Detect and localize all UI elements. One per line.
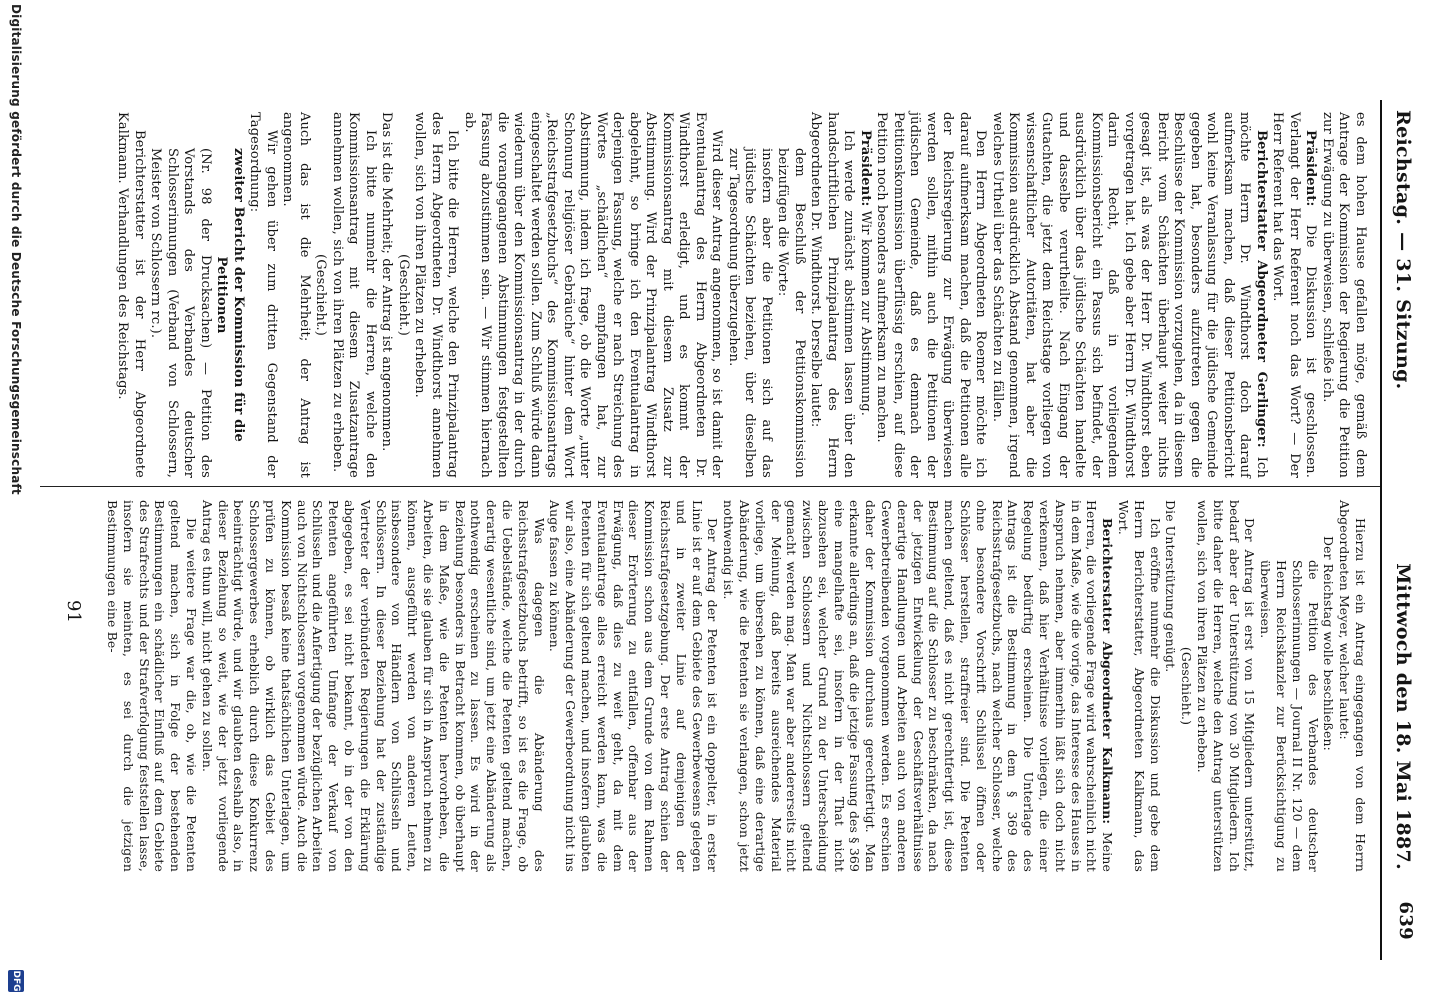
footer-credit: Digitalisierung gefördert durch die Deutsche Forschungsgemeinschaft: [9, 4, 23, 495]
paragraph: [1269, 112, 1319, 478]
paragraph-text: Ich möchte Herrn Dr. Windthorst doch darauf aufmerksam machen, daß dieser Petitionsbericht wohl keine Veranlassung für die jüdische Gemeinde gegeben hat, besonders aufzutreten gegen die Beschlüsse der Kommission vorzugehen, da in diesem Bericht vom Schächten überhaupt weiter nichts gesagt ist, als was der Herr Dr. Windthorst eben vorgetragen hat. Ich gebe aber Herrn Dr. Windthorst darin Recht, daß in vorliegendem Kommissionsbericht ein Passus sich befindet, der ausdrücklich über das jüdische Schächten handelte und dasselbe verurtheilte. Nach Eingang der Gutachten, die jetzt dem Reichstage vorliegen von wissenschaftlicher Autoritäten, hat aber die Kommission ausdrücklich Abstand genommen, irgend welches Urtheil über das Schächten zu fällen.: [990, 112, 1269, 478]
paragraph-text: zweiter Bericht der Kommission für die Petitionen: [214, 148, 246, 442]
paragraph-text: (Nr. 98 der Drucksachen) — Petition des Vorstands des Verbandes deutscher Schlosserinnungen (Verband von Schlossern, Meister von Schlossern rc.).: [148, 148, 213, 478]
paragraph: [395, 112, 412, 478]
paragraph-text: Wir kommen zur Abstimmung.: [858, 206, 873, 416]
paragraph: [1319, 112, 1369, 478]
speaker-name: Berichterstatter Abgeordneter Kalkmann:: [1100, 518, 1116, 825]
paragraph: [213, 112, 246, 478]
header-title-left: Reichstag. — 31. Sitzung.: [1392, 110, 1414, 390]
paragraph-text: Hierzu ist ein Antrag eingegangen von dem Herrn Abgeordneten Meyer, welcher lautet:: [1337, 500, 1368, 872]
paragraph: [725, 112, 775, 478]
paragraph-text: Die Diskussion ist geschlossen. Verlangt der Herr Referent noch das Wort? — Der Herr Referent hat das Wort.: [1270, 112, 1319, 478]
paragraph: [1163, 500, 1179, 872]
paragraph-text: Der Antrag ist erst von 15 Mitgliedern unterstützt, bedarf aber der Unterstützung von 30 Mitgliedern. Ich bitte daher die Herren, welche den Antrag unterstützen wollen, sich von ihren Plätzen zu erheben.: [1195, 500, 1258, 872]
digitization-footer: [6, 0, 24, 1000]
paragraph: [329, 112, 379, 478]
paragraph: [547, 500, 721, 872]
paragraph-text: Wird dieser Antrag angenommen, so ist damit der Eventualantrag des Herrn Abgeordneten Dr. Windthorst erledigt, und es kommt der Kommissionsantrag mit diesem Zusatz zur Abstimmung. Wird der Prinzipalantrag Windthorst abgelehnt, so bringe ich den Eventualantrag in derjenigen Fassung, welche er nach Streichung des Wortes „schädlichen“ empfangen hat, zur Abstimmung, indem ich frage, ob die Worte „unter Schonung religiöser Gebräuche“ hinter dem Wort „Reichsstrafgesetzbuchs“ des Kommissionsantrags eingeschaltet werden sollen. Zum Schluß würde dann wiederum über den Kommissionsantrag in der durch die vorangegangenen Abstimmungen festgestellten Fassung abzustimmen sein. — Wir stimmen hiernach ab.: [462, 112, 725, 478]
speaker-name: Präsident:: [858, 130, 873, 207]
paragraph-text: Der Antrag der Petenten ist ein doppelter, in erster Linie ist er auf dem Gebiete des Gewerbewesens gelegen und in zweiter Linie auf demjenigen der Reichsstrafgesetzgebung. Der erste Antrag schien der Kommission schon aus dem Grunde von dem Rahmen dieser Erörterung zu entfallen, offenbar aus der Erwägung, daß dies zu weit geht, da mit dem Eventualantrage alles erreicht werden kann, was die Petenten für sich geltend machen, und insofern glaubten wir also, eine Abänderung der Gewerbeordnung nicht ins Auge fassen zu können.: [547, 500, 721, 872]
paragraph-text: Ich bitte die Herren, welche den Prinzipalantrag des Herrn Abgeordneten Dr. Windthorst annehmen wollen, sich von ihren Plätzen zu erheben.: [412, 112, 461, 478]
paragraph-text: insofern aber die Petitionen sich auf das jüdische Schächten beziehen, über dieselben zur Tagesordnung überzugehen.: [726, 148, 774, 478]
paragraph-text: Die Unterstützung genügt.: [1163, 500, 1179, 673]
paragraph: [774, 112, 807, 478]
paragraph-text: Ich bitte nunmehr die Herren, welche den Kommissionsantrag mit diesem Zusatzantrage annehmen wollen, sich von ihren Plätzen zu erheben.: [330, 112, 378, 478]
paragraph-text: Was dagegen die Abänderung des Reichsstrafgesetzbuchs betrifft, so ist es die Frage, ob die Uebelstände, welche die Petenten geltend machen, derartig wesentliche sind, um jetzt eine Abänderung als nothwendig erscheinen zu lassen. Es wird in der Beziehung besonders in Betracht kommen, ob überhaupt in dem Maße, wie die Petenten hervorheben, die Arbeiten, die sie glauben für sich in Anspruch nehmen zu können, ausgeführt werden von anderen Leuten, insbesondere von Händlern von Schlüsseln und Schlössern. In dieser Beziehung hat der zuständige Vertreter der verbündeten Regierungen die Erklärung abgegeben, es sei nicht bekannt, ob in der von den Petenten angeführten Umfange der Verkauf von Schlüsseln und die Anfertigung der bezüglichen Arbeiten auch von Nichtschlossern vorgenommen würde. Auch die Kommission besaß keine thatsächlichen Unterlagen, um prüfen zu können, ob wirklich das Gebiet des Schlossergewerbes erheblich durch diese Konkurrenz beeinträchtigt würde, und wir glaubten deshalb also, in dieser Beziehung so weit, wie der jetzt vorliegende Antrag es thun will, nicht gehen zu sollen.: [199, 500, 547, 872]
right-column: [104, 500, 1368, 872]
paragraph-text: es dem hohen Hause gefallen möge, gemäß dem Antrage der Kommission der Regierung die Petition zur Erwägung zu überweisen, schließe ich.: [1320, 112, 1368, 478]
paragraph: [1178, 500, 1194, 872]
paragraph-text: Die weitere Frage war die, ob, wie die Petenten geltend machen, sich in Folge der bestehenden Bestimmungen ein schädlicher Einfluß auf dem Gebiete des Strafrechts und der Strafverfolgung feststellen lasse, insofern sie meinten, es sei durch die jetzigen Bestimmungen eine Be-: [105, 500, 200, 872]
paragraph-text: Meine Herren, die vorliegende Frage wird wahrscheinlich nicht in dem Maße, wie die vorige, das Interesse des Hauses in Anspruch nehmen, aber immerhin läßt sich doch nicht verkennen, daß hier Verhältnisse vorliegen, die einer Regelung bedürftig erscheinen. Die Unterlage des Antrags ist die Bestimmung in dem § 369 des Reichsstrafgesetzbuchs, nach welcher Schlosser, welche ohne besondere Vorschrift Schlüssel öffnen oder Schlösser herstellen, straffreier sind. Die Petenten machen geltend, daß es nicht gerechtfertigt ist, diese Bestimmung auf die Schlosser zu beschränken, da nach der jetzigen Entwickelung der Geschäftsverhältnisse derartige Handlungen und Arbeiten auch von anderen Gewerbetreibenden vorgenommen werden. Es erschien daher der Kommission durchaus gerechtfertigt. Man erkannte allerdings an, daß die jetzige Fassung des § 369 eine mangelhafte sei, insofern in der That nicht abzusehen sei, welcher Grund zu der Unterscheidung zwischen Schlossern und Nichtschlossern geltend gemacht werden mag. Man war aber andererseits nicht der Meinung, daß bereits ausreichendes Material vorliege, um übersehen zu können, daß eine derartige Abänderung, wie die Petenten sie verlangen, schon jetzt nothwendig ist.: [721, 500, 1116, 872]
paragraph: [199, 500, 547, 872]
paragraph: [807, 112, 857, 478]
paragraph: [378, 112, 395, 478]
dfg-logo-icon: DFG: [8, 970, 24, 992]
paragraph: [1321, 500, 1337, 872]
header-title-right: Mittwoch den 18. Mai 1887.: [1392, 563, 1414, 870]
paragraph: [857, 112, 874, 478]
paragraph: [312, 112, 329, 478]
paragraph: [147, 112, 213, 478]
paragraph-text: Berichterstatter ist der Herr Abgeordnete Kalkmann. Verhandlungen des Reichstags.: [115, 112, 147, 478]
paragraph: [104, 500, 199, 872]
paragraph: [720, 500, 1115, 872]
paragraph: [1336, 500, 1368, 872]
column-divider: [40, 486, 1380, 487]
paragraph-text: (Geschieht.): [1179, 646, 1195, 726]
paragraph: [411, 112, 461, 478]
paragraph-text: Auch das ist die Mehrheit; der Antrag ist angenommen.: [280, 112, 312, 478]
paragraph: [1194, 500, 1257, 872]
paragraph: [873, 112, 989, 478]
paragraph-text: Ich werde zunächst abstimmen lassen über den handschriftlichen Prinzipalantrag des Herrn Abgeordneten Dr. Windthorst. Derselbe lautet:: [808, 112, 857, 478]
paragraph: [279, 112, 312, 478]
paragraph: [1257, 500, 1320, 872]
paragraph: [114, 112, 147, 478]
paragraph-text: Der Reichstag wolle beschließen:: [1321, 536, 1337, 751]
page-number: 639: [1395, 901, 1416, 940]
header-rule: [1380, 100, 1382, 960]
paragraph: [246, 112, 279, 478]
paragraph-text: Das ist die Mehrheit; der Antrag ist angenommen.: [379, 112, 395, 452]
paragraph: [989, 112, 1270, 478]
page-header: [1386, 0, 1416, 1000]
paragraph-text: Den Herrn Abgeordneten Roemer möchte ich darauf aufmerksam machen, daß die Petitionen alle der Reichsregierung zur Erwägung überwiesen werden sollen, mithin auch die Petitionen der jüdischen Gemeinde, daß es demnach der Petitionskommission überflüssig erschien, auf diese Petition noch besonders aufmerksam zu machen.: [874, 112, 989, 478]
paragraph: [1115, 500, 1162, 872]
paragraph-text: (Geschieht.): [396, 254, 411, 336]
paragraph-text: (Geschieht.): [313, 254, 329, 336]
speaker-name: Berichterstatter Abgeordneter Gerlinger:: [1254, 130, 1269, 448]
speaker-name: Präsident:: [1303, 130, 1319, 207]
paragraph-text: Wir gehen über zum dritten Gegenstand der Tagesordnung:: [247, 112, 279, 478]
left-column: [114, 112, 1368, 478]
paragraph-text: Ich eröffne nunmehr die Diskussion und gebe dem Herrn Berichterstatter, Abgeordneten Kalkmann, das Wort.: [1116, 500, 1163, 872]
bottom-page-number: 91: [63, 600, 84, 623]
paragraph: [461, 112, 725, 478]
paragraph-text: dem Beschluß der Petitionskommission beizufügen die Worte:: [775, 148, 807, 478]
paragraph-text: die Petition des Verbandes deutscher Schlosserinnungen — Journal II Nr. 120 — dem Herrn Reichskanzler zur Berücksichtigung zu überweisen.: [1258, 560, 1321, 872]
